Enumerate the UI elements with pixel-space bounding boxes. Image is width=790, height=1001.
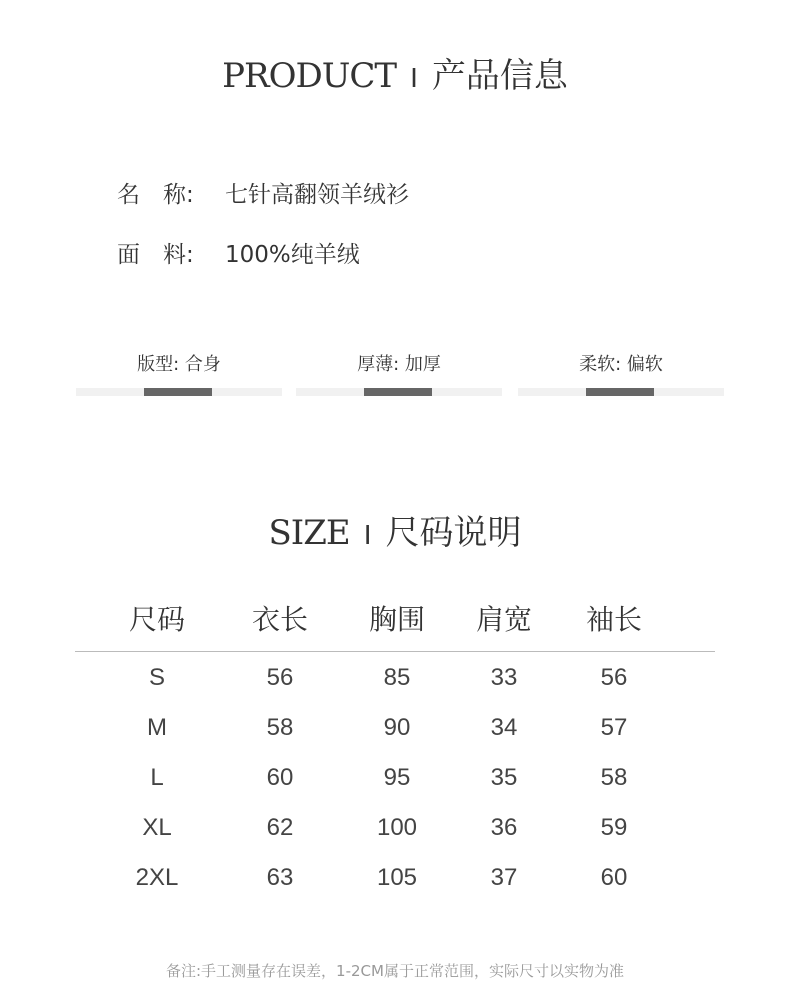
attribute-fit xyxy=(76,350,282,398)
fabric-value: 100%纯羊绒 xyxy=(225,242,360,268)
table-cell: 33 xyxy=(490,664,518,691)
table-header-row xyxy=(75,596,715,652)
size-title-zh: 尺码说明 xyxy=(385,513,522,553)
product-section-title xyxy=(0,48,790,97)
attribute-label: 柔软: xyxy=(579,354,622,375)
attribute-text xyxy=(296,350,502,376)
header-sleeve: 袖长 xyxy=(585,603,642,636)
table-cell: 85 xyxy=(383,664,411,691)
footnote: 备注:手工测量存在误差，1-2CM属于正常范围，实际尺寸以实物为准 xyxy=(166,962,624,980)
table-cell: 37 xyxy=(490,864,518,891)
table-cell: 59 xyxy=(600,814,628,841)
indicator-notch xyxy=(393,380,405,388)
table-cell: 100 xyxy=(376,814,418,841)
title-separator: I xyxy=(363,519,372,550)
header-shoulder: 肩宽 xyxy=(475,603,532,636)
attribute-thickness xyxy=(296,350,502,398)
table-cell: 90 xyxy=(383,714,411,741)
header-length: 衣长 xyxy=(251,603,308,636)
table-row xyxy=(75,652,715,702)
product-title-en: PRODUCT xyxy=(222,56,397,96)
table-cell: 35 xyxy=(490,764,518,791)
table-cell: 58 xyxy=(266,714,294,741)
attribute-value: 偏软 xyxy=(626,354,663,375)
header-chest: 胸围 xyxy=(368,603,425,636)
indicator-notch xyxy=(173,380,185,388)
attribute-label: 厚薄: xyxy=(357,354,400,375)
table-cell: 63 xyxy=(266,864,294,891)
table-cell: 60 xyxy=(600,864,628,891)
attribute-softness xyxy=(518,350,724,398)
size-title-en: SIZE xyxy=(268,513,350,553)
table-cell: 105 xyxy=(376,864,418,891)
attribute-scale-indicator xyxy=(364,388,432,396)
attribute-value: 合身 xyxy=(184,354,221,375)
table-row xyxy=(75,702,715,752)
name-value: 七针高翻领羊绒衫 xyxy=(225,182,409,208)
table-cell: 58 xyxy=(600,764,628,791)
table-cell: 57 xyxy=(600,714,628,741)
attribute-value: 加厚 xyxy=(404,354,441,375)
table-cell: 2XL xyxy=(135,864,179,891)
table-row xyxy=(75,852,715,902)
header-size: 尺码 xyxy=(128,603,185,636)
attribute-text xyxy=(518,350,724,376)
info-row-fabric xyxy=(117,236,360,269)
table-row xyxy=(75,752,715,802)
table-cell: S xyxy=(148,664,165,691)
table-cell: XL xyxy=(142,814,172,841)
table-cell: 36 xyxy=(490,814,518,841)
name-label: 名 称: xyxy=(117,182,194,208)
size-table xyxy=(75,596,715,902)
table-cell: 60 xyxy=(266,764,294,791)
attribute-scale-indicator xyxy=(144,388,212,396)
attribute-text xyxy=(76,350,282,376)
info-row-name xyxy=(117,176,409,209)
table-row xyxy=(75,802,715,852)
table-cell: 62 xyxy=(266,814,294,841)
table-cell: 56 xyxy=(266,664,294,691)
table-cell: M xyxy=(147,714,167,741)
table-cell: 34 xyxy=(490,714,518,741)
title-separator: I xyxy=(410,62,418,93)
product-title-zh: 产品信息 xyxy=(431,56,568,96)
fabric-label: 面 料: xyxy=(117,242,194,268)
size-section-title xyxy=(0,505,790,554)
table-cell: L xyxy=(150,764,164,791)
attribute-scale-indicator xyxy=(586,388,654,396)
table-cell: 56 xyxy=(600,664,628,691)
table-cell: 95 xyxy=(383,764,411,791)
indicator-notch xyxy=(615,380,627,388)
attribute-label: 版型: xyxy=(137,354,180,375)
